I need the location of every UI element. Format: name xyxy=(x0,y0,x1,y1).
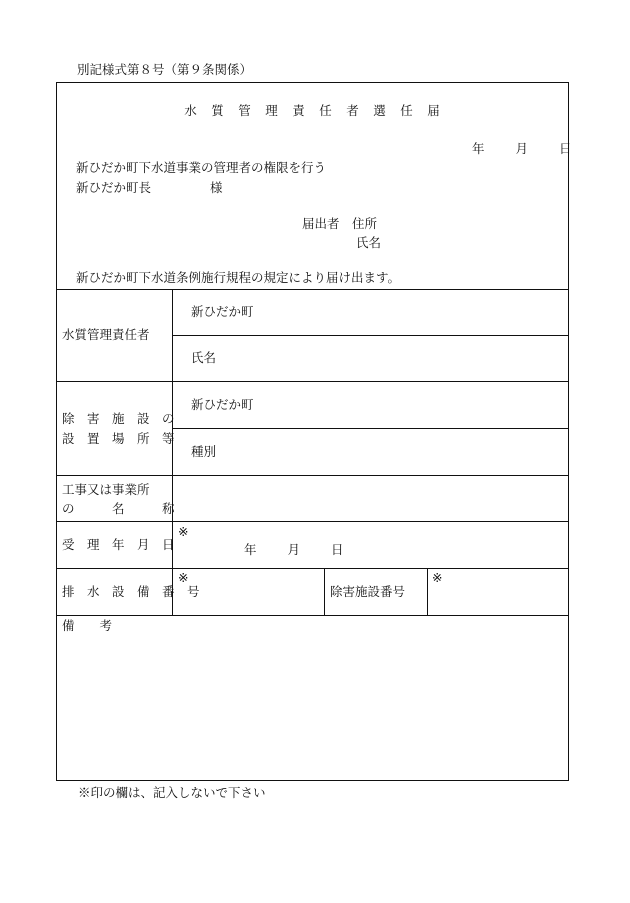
facility-town[interactable]: 新ひだか町 xyxy=(191,397,254,412)
number-split-line-2 xyxy=(427,568,428,615)
addressee-line2: 新ひだか町長 xyxy=(76,180,152,195)
manager-divider xyxy=(172,335,569,336)
business-label-line2: の 名 称 xyxy=(62,501,175,516)
number-split-line-1 xyxy=(324,568,325,615)
facility-label-line1: 除 害 施 設 の xyxy=(62,411,175,426)
facility-label-line2: 設 置 場 所 等 xyxy=(62,431,175,446)
filer-name-label: 氏名 xyxy=(356,235,382,250)
receipt-date-label: 受 理 年 月 日 xyxy=(62,537,175,552)
row-line-5 xyxy=(56,615,569,616)
removal-number-mark: ※ xyxy=(432,570,443,585)
remarks-label: 備 考 xyxy=(62,618,113,633)
business-label-line1: 工事又は事業所 xyxy=(62,482,150,497)
label-column-line xyxy=(172,289,173,615)
filer-address-label: 届出者 住所 xyxy=(302,216,378,231)
table-top-line xyxy=(56,289,569,290)
manager-name-label[interactable]: 氏名 xyxy=(191,350,217,365)
row-line-4 xyxy=(56,568,569,569)
drain-number-mark: ※ xyxy=(178,570,189,585)
declaration-text: 新ひだか町下水道条例施行規程の規定により届け出ます。 xyxy=(76,270,401,285)
form-title: 水 質 管 理 責 任 者 選 任 届 xyxy=(184,103,441,118)
row-line-1 xyxy=(56,381,569,382)
remarks-field[interactable] xyxy=(57,638,568,778)
manager-town[interactable]: 新ひだか町 xyxy=(191,304,254,319)
business-name-field[interactable] xyxy=(173,476,569,521)
submission-date: 年 月 日 xyxy=(472,141,574,156)
addressee-honorific: 様 xyxy=(210,180,223,195)
form-code: 別記様式第８号（第９条関係） xyxy=(77,62,253,77)
footnote: ※印の欄は、記入しないで下さい xyxy=(78,785,266,800)
facility-divider xyxy=(172,428,569,429)
receipt-date: 年 月 日 xyxy=(244,542,346,557)
drain-number-label: 排 水 設 備 番 号 xyxy=(62,584,200,599)
facility-type-label[interactable]: 種別 xyxy=(191,444,217,459)
manager-label: 水質管理責任者 xyxy=(62,327,150,342)
row-line-3 xyxy=(56,521,569,522)
addressee-line1: 新ひだか町下水道事業の管理者の権限を行う xyxy=(76,160,327,175)
removal-number-label: 除害施設番号 xyxy=(330,584,406,599)
receipt-mark: ※ xyxy=(178,524,189,539)
